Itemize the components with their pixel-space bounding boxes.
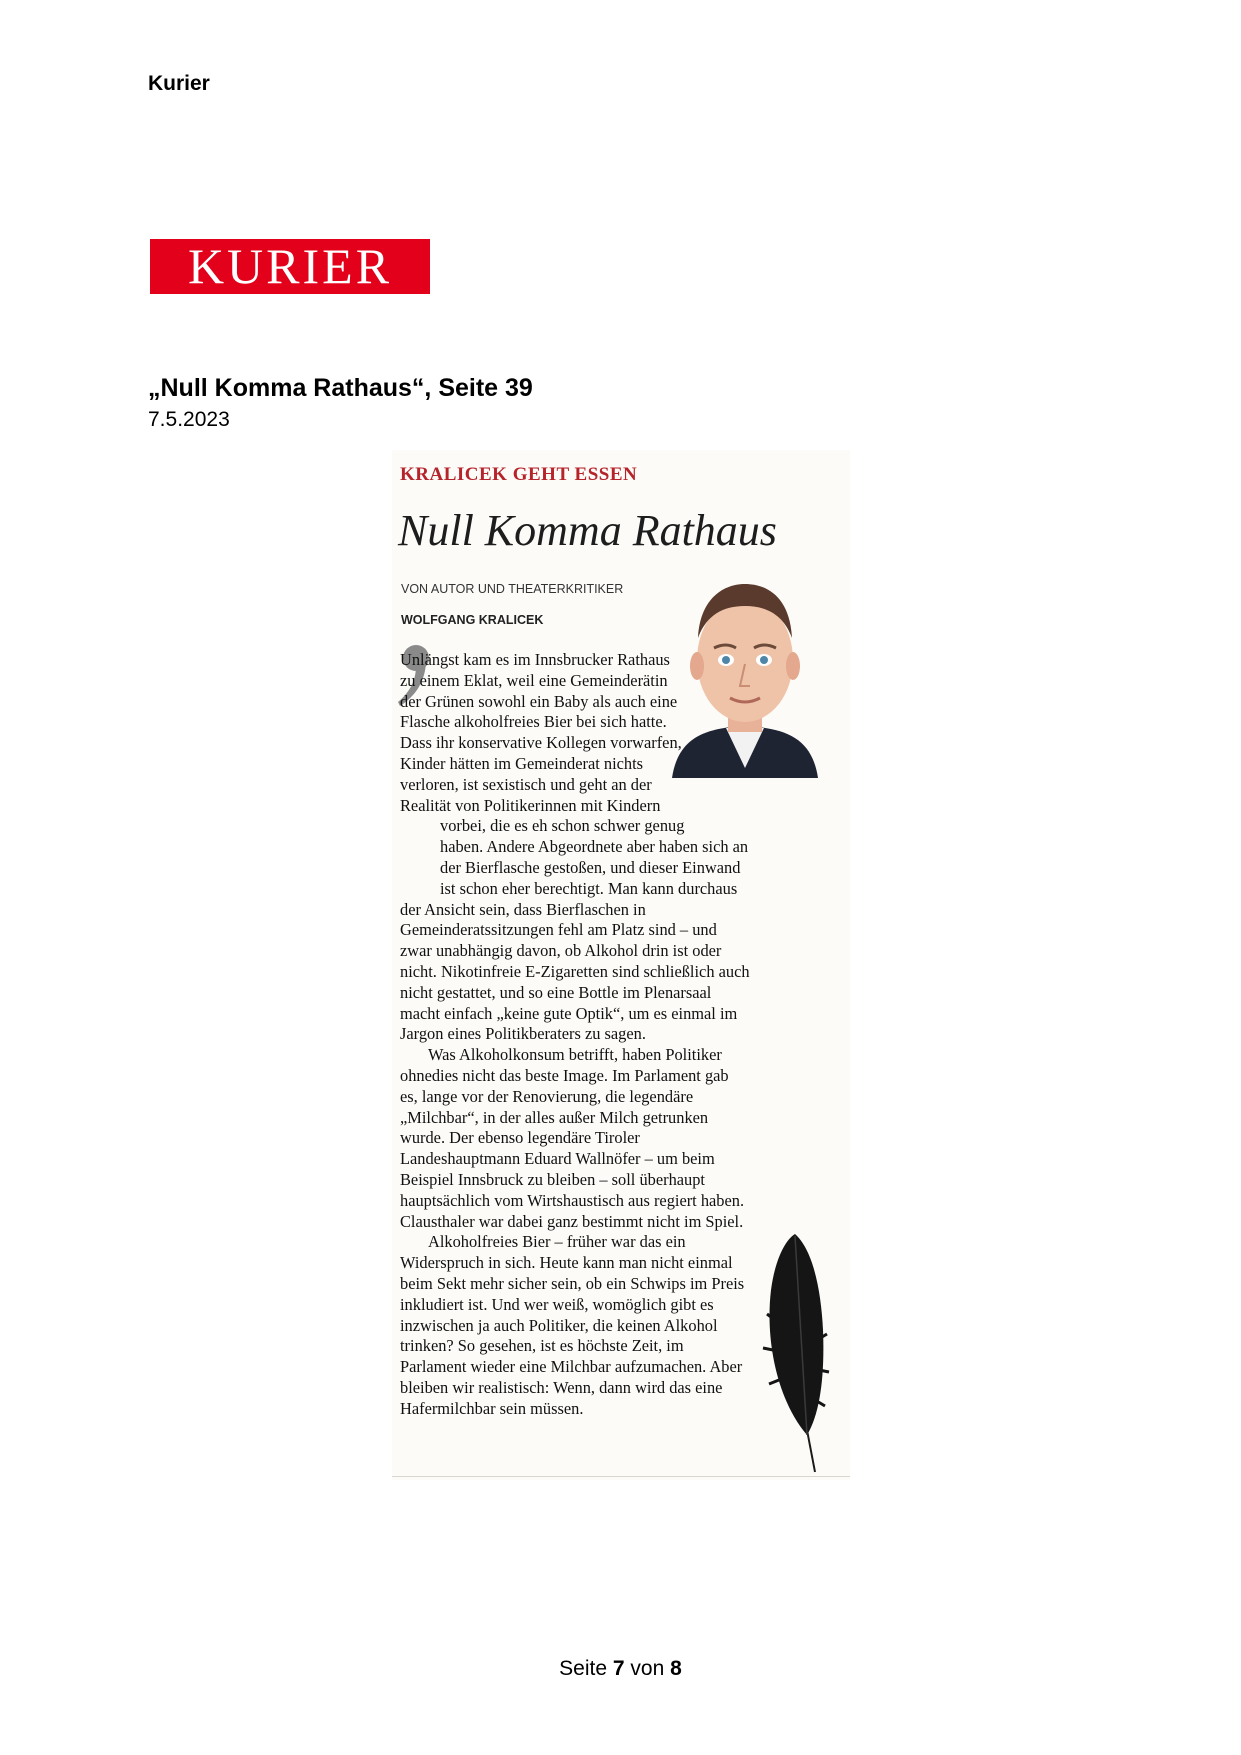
source-name: Kurier (148, 72, 210, 95)
article-clipping (392, 450, 850, 1480)
clipping-bottom-rule (392, 1476, 850, 1477)
article-headline: Null Komma Rathaus (398, 506, 777, 555)
article-paragraph: Alkoholfreies Bier – früher war das ein Widerspruch in sich. Heute kann man nicht einmal beim Sekt mehr sicher sein, ob ein Schwips im Preis inkludiert ist. Und wer weiß, womöglich gibt es inzwischen ja auch Politiker, die keinen Alkohol trinken? So gesehen, ist es höchste Zeit, im Parlament wieder eine Milchbar aufzumachen. Aber bleiben wir realistisch: Wenn, dann wird das eine Hafermilchbar sein müssen. (400, 1232, 745, 1418)
page-footer (0, 1657, 1241, 1681)
footer-label-page: Seite (559, 1657, 608, 1680)
feather-illustration (757, 1230, 837, 1475)
article-paragraph: Was Alkoholkonsum betrifft, haben Politiker ohnedies nicht das beste Image. Im Parlament gab es, lange vor der Renovierung, die legendäre „Milchbar“, in der alles außer Milch getrunken wurde. Der ebenso legendäre Tiroler Landeshauptmann Eduard Wallnöfer – um beim Beispiel Innsbruck zu bleiben – soll überhaupt hauptsächlich vom Wirtshaustisch aus regiert haben. Clausthaler war dabei ganz bestimmt nicht im Spiel. (400, 1045, 745, 1231)
portrait-spacer (685, 650, 840, 820)
footer-page-number: 7 (612, 1657, 625, 1680)
byline-role: VON AUTOR UND THEATERKRITIKER (401, 582, 624, 596)
document-date: 7.5.2023 (148, 408, 230, 431)
document-title: „Null Komma Rathaus“, Seite 39 (148, 374, 533, 402)
article-paragraph: Unlängst kam es im Innsbrucker Rathaus zu einem Eklat, weil eine Gemeinderätin der Grünen sowohl ein Baby als auch eine Flasche alkoholfreies Bier bei sich hatte. Dass ihr konservative Kollegen vorwarfen, Kinder hätten im Gemeinderat nichts verloren, ist sexistisch und geht an der Realität von Politikerinnen mit Kindern vorbei, die es eh schon schwer genug haben. Andere Abgeordnete aber haben sich an der Bierflasche gestoßen, und dieser Einwand ist schon eher berechtigt. Man kann durchaus der Ansicht sein, dass Bierflaschen in Gemeinderatssitzungen fehl am Platz sind – und zwar unabhängig davon, ob Alkohol drin ist oder nicht. Nikotinfreie E-Zigaretten sind schließlich auch nicht gestattet, und so eine Bottle im Plenarsaal macht einfach „keine gute Optik“, um es einmal im Jargon eines Politikberaters zu sagen. (400, 650, 750, 1044)
footer-page-total: 8 (670, 1657, 682, 1680)
kurier-logo: KURIER (150, 239, 430, 294)
quote-spacer (400, 820, 440, 882)
article-kicker: KRALICEK GEHT ESSEN (400, 464, 638, 485)
byline-author: WOLFGANG KRALICEK (401, 613, 544, 627)
footer-label-of: von (630, 1657, 665, 1680)
